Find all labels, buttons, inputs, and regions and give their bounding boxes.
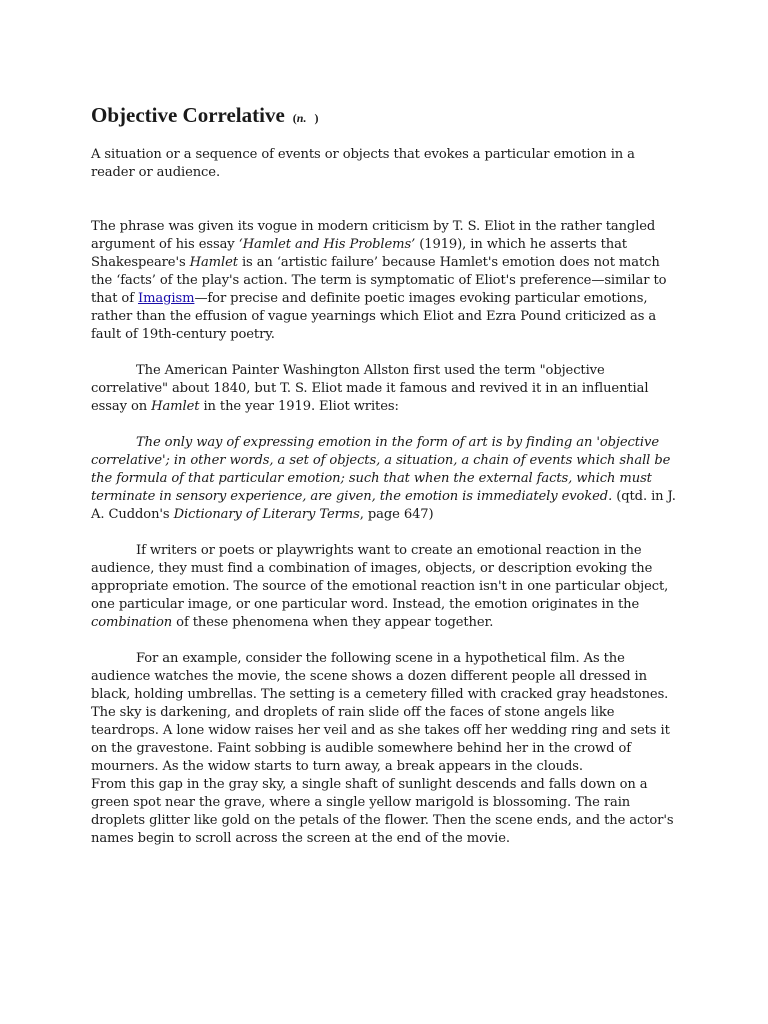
text-run: The phrase was given its vogue in modern criticism by T. S. Eliot in the rather tangled argument of his essay: [91, 219, 656, 252]
eliot-quote: [91, 434, 681, 524]
play-title: Hamlet: [151, 399, 200, 414]
book-title: Dictionary of Literary Terms: [173, 507, 360, 522]
paragraph-allston: [91, 362, 681, 416]
quote-text: The only way of expressing emotion in the form of art is by finding an 'objective correlative'; in other words, a set of objects, a situation, a chain of events which shall be the formula of that particular emotion; such that when the external facts, which must terminate in sensory experience, are given, the emotion is immediately evoked.: [91, 435, 671, 504]
essay-title: ‘Hamlet and His Problems’: [238, 237, 416, 252]
entry-heading: [91, 93, 681, 130]
text-run: —for precise and definite poetic images evoking particular emotions, rather than the effusion of vague yearnings which Eliot and Ezra Pound criticized as a fault of 19th-century poetry.: [91, 291, 657, 342]
definition: A situation or a sequence of events or objects that evokes a particular emotion in a reader or audience.: [91, 147, 635, 180]
entry-title: Objective Correlative: [91, 103, 285, 127]
text-run: in the year 1919. Eliot writes:: [199, 399, 399, 414]
text-run: , page 647): [359, 507, 434, 522]
text-run: (1919), in which he asserts that Shakespeare's: [91, 237, 627, 270]
text-run: If writers or poets or playwrights want to create an emotional reaction in the audience, they must find a combination of images, objects, or description evoking the appropriate emotion. The source of the emotional reaction isn't in one particular object, one particular image, or one particular word. Instead, the emotion originates in the: [91, 543, 669, 612]
text-run: is an ‘artistic failure’ because Hamlet's emotion does not match the ‘facts’ of the play's action. The term is symptomatic of Eliot's preference—similar to that of: [91, 255, 667, 306]
paragraph-example: For an example, consider the following scene in a hypothetical film. As the audience watches the movie, the scene shows a dozen different people all dressed in black, holding umbrellas. The setting is a cemetery filled with cracked gray headstones. The sky is darkening, and droplets of rain slide off the faces of stone angels like teardrops. A lone widow raises her veil and as she takes off her wedding ring and sets it on the gravestone. Faint sobbing is audible somewhere behind her in the crowd of mourners. As the widow starts to turn away, a break appears in the clouds.: [91, 651, 670, 774]
part-of-speech-close: ): [314, 111, 319, 125]
emphasis-combination: combination: [91, 615, 173, 630]
imagism-link[interactable]: Imagism: [138, 291, 195, 306]
paragraph-example-continued: From this gap in the gray sky, a single shaft of sunlight descends and falls down on a green spot near the grave, where a single yellow marigold is blossoming. The rain droplets glitter like gold on the petals of the flower. Then the scene ends, and the actor's names begin to scroll across the screen at the end of the movie.: [91, 777, 674, 846]
text-run: (qtd. in J. A. Cuddon's: [91, 489, 676, 522]
paragraph-vogue: [91, 218, 681, 344]
paragraph-writers: [91, 542, 681, 632]
part-of-speech-open: (: [292, 111, 297, 125]
text-run: of these phenomena when they appear together.: [172, 615, 494, 630]
play-title: Hamlet: [189, 255, 238, 270]
text-run: The American Painter Washington Allston first used the term "objective correlative" about 1840, but T. S. Eliot made it famous and revived it in an influential essay on: [91, 363, 649, 414]
part-of-speech: n.: [296, 111, 307, 125]
document-page: [91, 93, 681, 848]
